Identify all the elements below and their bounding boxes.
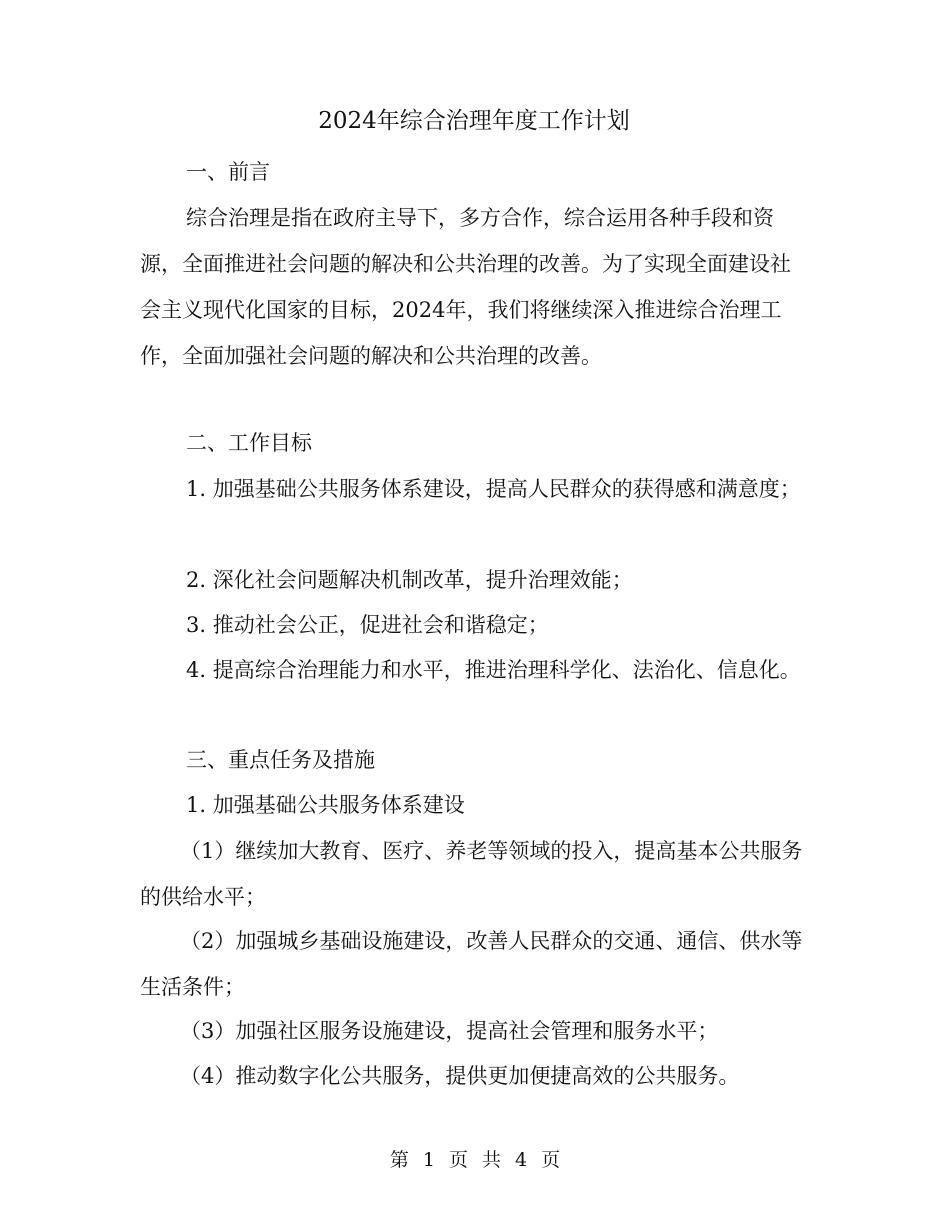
goal-item-1: 1. 加强基础公共服务体系建设，提高人民群众的获得感和满意度； [186, 477, 801, 501]
section-heading-preface: 一、前言 [186, 160, 270, 184]
goal-item-2: 2. 深化社会问题解决机制改革，提升治理效能； [186, 568, 633, 592]
page-number-footer: 第 1 页 共 4 页 [389, 1149, 561, 1171]
task-heading-1: 1. 加强基础公共服务体系建设 [186, 793, 465, 817]
goal-item-4: 4. 提高综合治理能力和水平，推进治理科学化、法治化、信息化。 [186, 658, 801, 682]
task-subitem-2: （2）加强城乡基础设施建设，改善人民群众的交通、通信、供水等生活条件； [140, 929, 803, 999]
section-heading-tasks: 三、重点任务及措施 [186, 748, 375, 772]
task-subitem-1: （1）继续加大教育、医疗、养老等领域的投入，提高基本公共服务的供给水平； [140, 839, 803, 909]
section-heading-goals: 二、工作目标 [186, 431, 312, 455]
document-title: 2024年综合治理年度工作计划 [318, 108, 630, 134]
paragraph-preface-body: 综合治理是指在政府主导下，多方合作，综合运用各种手段和资源，全面推进社会问题的解决和公共治理的改善。为了实现全面建设社会主义现代化国家的目标，2024年，我们将继续深入推进综合治理工作，全面加强社会问题的解决和公共治理的改善。 [140, 206, 791, 368]
task-subitem-3: （3）加强社区服务设施建设，提高社会管理和服务水平； [180, 1019, 719, 1043]
task-subitem-4: （4）推动数字化公共服务，提供更加便捷高效的公共服务。 [180, 1064, 740, 1088]
goal-item-3: 3. 推动社会公正，促进社会和谐稳定； [186, 613, 549, 637]
